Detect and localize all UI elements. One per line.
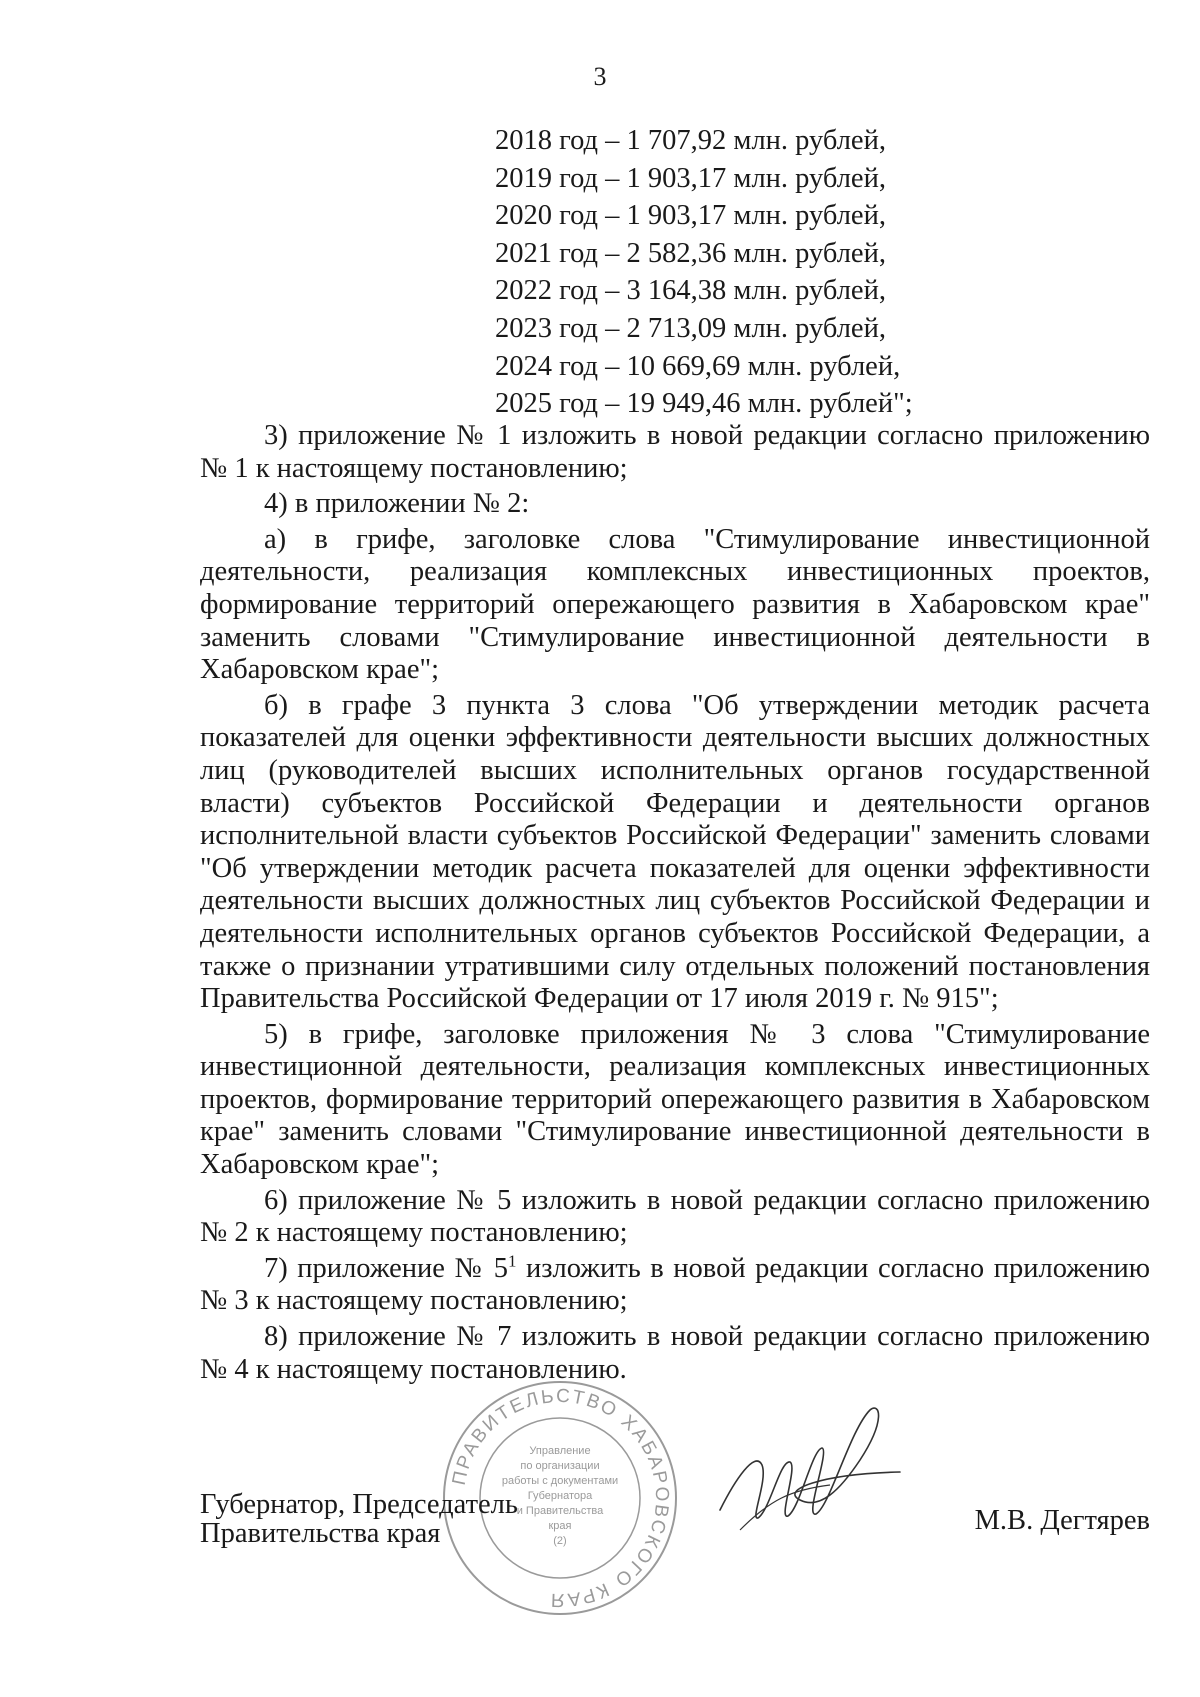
stamp-ring-text: ПРАВИТЕЛЬСТВО ХАБАРОВСКОГО КРАЯ [448,1385,673,1611]
paragraph-6: 6) приложение № 5 изложить в новой редакции согласно приложению № 2 к настоящему постановлению; [200,1184,1150,1249]
budget-line-2020: 2020 год – 1 903,17 млн. рублей, [495,200,886,232]
paragraph-7-end: изложить в новой редакции согласно приложению № 3 к настоящему постановлению; [200,1252,1150,1317]
budget-line-2021: 2021 год – 2 582,36 млн. рублей, [495,237,886,269]
stamp-line: Губернатора [527,1490,593,1502]
paragraph-5: 5) в грифе, заголовке приложения № 3 слова "Стимулирование инвестиционной деятельности, реализация комплексных инвестиционных проектов, формирование территорий опережающего развития в Хабаровском крае" заменить словами "Стимулирование инвестиционной деятельности в Хабаровском крае"; [200,1018,1150,1181]
budget-line-2023: 2023 год – 2 713,09 млн. рублей, [495,312,886,344]
signatory-title-line-1: Губернатор, Председатель [200,1489,518,1520]
paragraph-7-superscript: 1 [507,1251,517,1271]
stamp-line: и Правительства [516,1505,604,1517]
paragraph-8: 8) приложение № 7 изложить в новой редакции согласно приложению № 4 к настоящему постановлению. [200,1321,1150,1385]
stamp-line: края [548,1520,572,1532]
budget-line-2024: 2024 год – 10 669,69 млн. рублей, [495,350,901,382]
paragraph-7 [200,1253,1150,1318]
stamp-line: Управление [529,1445,591,1457]
paragraph-4a: а) в грифе, заголовке слова "Стимулирование инвестиционной деятельности, реализация комплексных инвестиционных проектов, формирование территорий опережающего развития в Хабаровском крае" заменить словами "Стимулирование инвестиционной деятельности в Хабаровском крае"; [200,523,1150,686]
paragraph-3: 3) приложение № 1 изложить в новой редакции согласно приложению № 1 к настоящему постановлению; [200,420,1150,484]
stamp-line: по организации [520,1460,600,1472]
signatory-name: М.В. Дегтярев [974,1505,1150,1536]
stamp-line: работы с документами [501,1475,619,1487]
budget-line-2025: 2025 год – 19 949,46 млн. рублей"; [495,388,913,420]
paragraph-4b: б) в графе 3 пункта 3 слова "Об утверждении методик расчета показателей для оценки эффективности деятельности высших должностных лиц (руководителей высших исполнительных органов государственной власти) субъектов Российской Федерации и деятельности органов исполнительной власти субъектов Российской Федерации" заменить словами "Об утверждении методик расчета показателей для оценки эффективности деятельности высших должностных лиц субъектов Российской Федерации и деятельности исполнительных органов субъектов Российской Федерации, а также о признании утратившими силу отдельных положений постановления Правительства Российской Федерации от 17 июля 2019 г. № 915"; [200,689,1150,1015]
paragraph-4: 4) в приложении № 2: [264,488,530,520]
budget-line-2018: 2018 год – 1 707,92 млн. рублей, [495,125,886,156]
budget-line-2019: 2019 год – 1 903,17 млн. рублей, [495,162,886,194]
budget-list [495,122,913,423]
page-number: 3 [593,62,607,91]
document-body [200,420,1150,1389]
handwritten-signature [700,1390,910,1550]
budget-line-2022: 2022 год – 3 164,38 млн. рублей, [495,275,886,307]
signatory-title-line-2: Правительства края [200,1518,441,1549]
signatory-title [200,1490,518,1548]
stamp-line: (2) [553,1535,567,1547]
paragraph-7-start: 7) приложение № 5 [264,1252,508,1284]
